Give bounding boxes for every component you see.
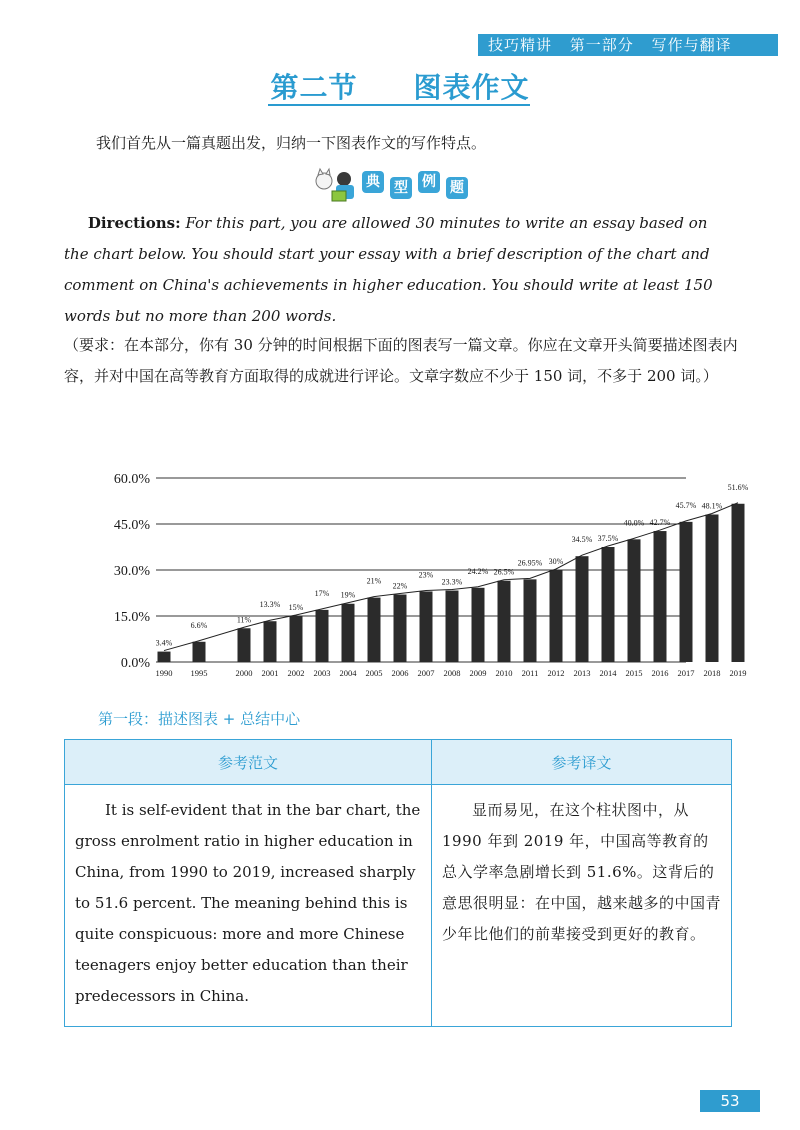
bar [472,588,485,662]
bar [158,652,171,662]
data-label: 13.3% [259,600,281,610]
x-tick-label: 2016 [651,668,669,678]
x-tick-label: 2008 [443,668,461,678]
bar [394,595,407,662]
data-label: 23% [418,570,434,580]
data-label: 17% [314,588,330,598]
y-tick-label: 0.0% [120,656,150,671]
badge-char-2: 型 [390,177,412,199]
x-tick-label: 2001 [261,668,279,678]
data-label: 45.7% [675,500,697,510]
directions-text: For this part, you are allowed 30 minutes to write an essay based on the chart below. You should start your essay with a brief description of the chart and comment on China's achievements in higher education. You should write at least 150 words but no more than 200 words. [64,214,713,325]
bar [368,598,381,662]
data-label: 21% [366,576,382,586]
header-item-2: 第一部分 [569,36,634,54]
data-label: 37.5% [597,534,619,543]
x-tick-label: 2018 [703,668,721,678]
x-tick-label: 2014 [599,668,617,678]
bar [498,581,511,662]
page-number: 53 [700,1090,760,1112]
y-tick-label: 45.0% [113,518,150,533]
bar [264,621,277,662]
directions-label: Directions: [87,214,181,232]
x-tick-label: 2006 [391,668,409,678]
section-heading: 第一段：描述图表 + 总结中心 [98,710,301,728]
section-number: 第二节 [270,71,358,104]
section-topic: 图表作文 [413,71,530,104]
x-tick-label: 2000 [235,668,253,678]
header-item-3: 写作与翻译 [651,36,732,54]
x-tick-label: 1990 [155,668,173,678]
bar [524,579,537,662]
x-tick-label: 2015 [625,668,643,678]
data-label: 30% [548,557,564,566]
x-tick-label: 2013 [573,668,591,678]
x-tick-label: 2009 [469,668,487,678]
enrolment-bar-chart [96,462,749,692]
x-tick-label: 2019 [729,668,747,678]
bar [420,591,433,662]
intro-text: 我们首先从一篇真题出发，归纳一下图表作文的写作特点。 [96,134,487,152]
data-label: 15% [288,603,304,612]
header-item-1: 技巧精讲 [488,36,553,54]
data-label: 19% [340,590,356,600]
x-tick-label: 2012 [547,668,565,678]
y-tick-label: 60.0% [113,472,150,487]
data-label: 6.6% [190,620,208,630]
y-tick-label: 15.0% [113,610,150,625]
data-label: 26.95% [517,558,543,568]
data-label: 26.5% [493,567,515,577]
data-label: 3.4% [155,638,173,648]
bar [290,616,303,662]
running-header [478,34,778,56]
bar [316,610,329,662]
example-banner [312,167,512,203]
data-label: 42.7% [649,518,671,528]
bar [602,547,615,662]
badge-char-4: 题 [446,177,468,199]
badge-char-1: 典 [362,171,384,193]
x-tick-label: 2002 [287,668,305,678]
bar [628,539,641,662]
bar [342,604,355,662]
bar [654,531,667,662]
data-label: 34.5% [571,535,593,545]
sample-essay-text: It is self-evident that in the bar chart, the gross enrolment ratio in higher education in China, from 1990 to 2019, increased sharply to 51.6 percent. The meaning behind this is quite conspicuous: more and more Chinese teenagers enjoy better education than their predecessors in China. [65,785,432,1027]
x-tick-label: 2011 [521,668,539,678]
directions-paragraph [64,208,734,332]
header-translation: 参考译文 [432,740,732,785]
bar [550,570,563,662]
bar [193,642,206,662]
x-tick-label: 2003 [313,668,331,678]
header-sample-essay: 参考范文 [65,740,432,785]
data-label: 51.6% [727,482,749,492]
bar [576,556,589,662]
data-label: 24.2% [467,566,489,576]
data-label: 23.3% [441,577,463,587]
x-tick-label: 2005 [365,668,383,678]
x-tick-label: 2007 [417,668,435,678]
x-tick-label: 1995 [190,668,208,678]
data-label: 22% [392,581,408,591]
title-underline [268,104,530,106]
requirements-paragraph: （要求：在本部分，你有 30 分钟的时间根据下面的图表写一篇文章。你应在文章开头简要描述图表内容，并对中国在高等教育方面取得的成就进行评论。文章字数应不少于 150 词，不多于 200 词。） [64,336,738,385]
translation-text: 显而易见，在这个柱状图中，从 1990 年到 2019 年，中国高等教育的总入学率急剧增长到 51.6%。这背后的意思很明显：在中国，越来越多的中国青少年比他们的前辈接受到更好的教育。 [442,801,722,943]
cat-reading-icon [312,167,358,203]
essay-table [64,739,732,1027]
bar [238,628,251,662]
bar [680,522,693,662]
bar [706,514,719,662]
data-label: 11% [236,615,252,625]
x-tick-label: 2017 [677,668,695,678]
bar [446,591,459,662]
data-label: 40.0% [623,518,645,528]
bar [732,504,745,662]
x-tick-label: 2004 [339,668,357,678]
y-tick-label: 30.0% [113,564,150,579]
badge-char-3: 例 [418,171,440,193]
x-tick-label: 2010 [495,668,513,678]
page-title [0,66,800,106]
data-label: 48.1% [701,501,723,511]
